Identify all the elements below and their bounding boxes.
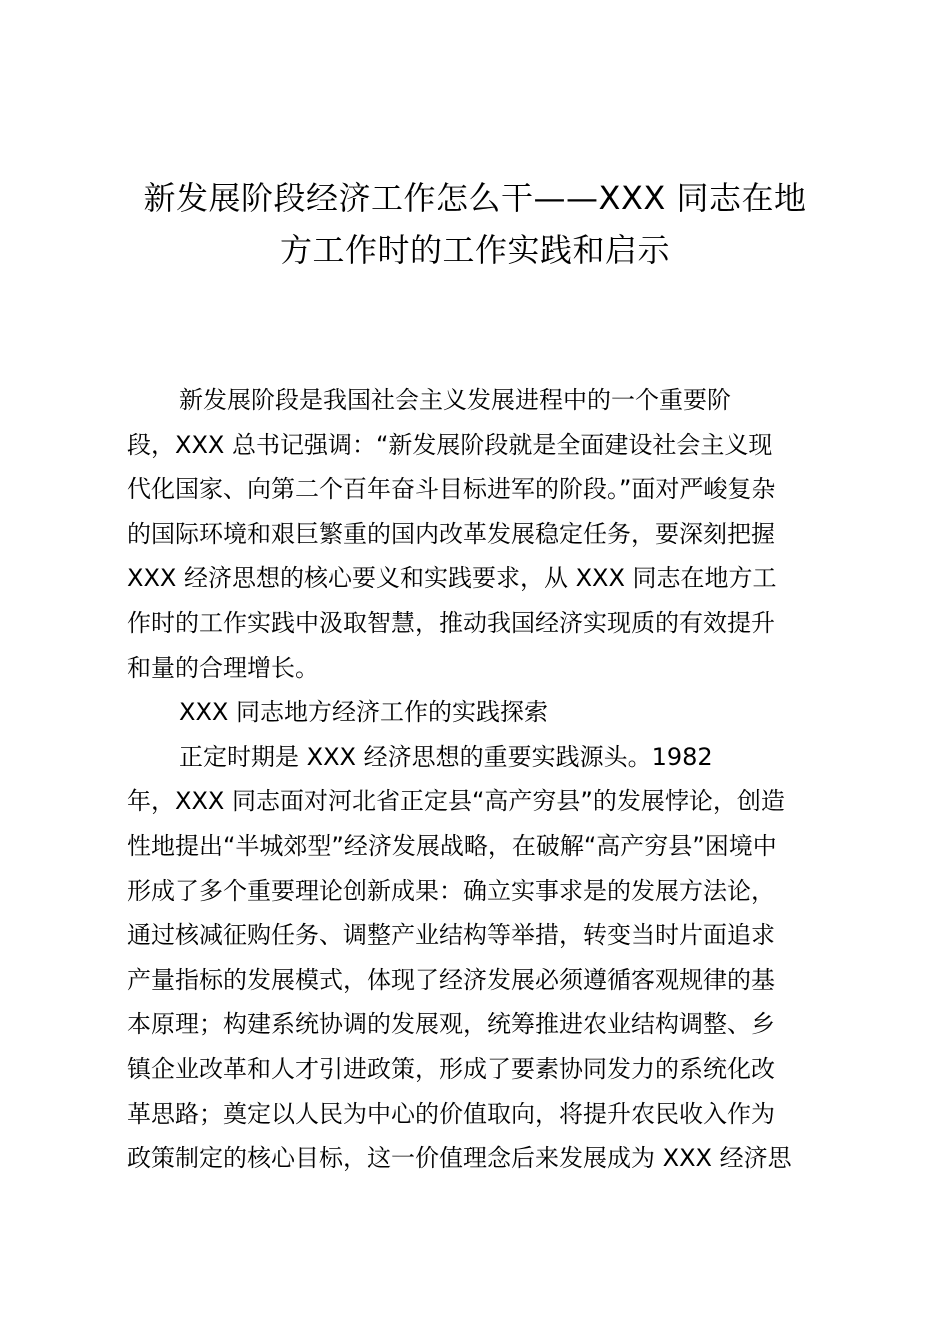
paragraph-intro xyxy=(127,378,827,690)
text-line: 新发展阶段是我国社会主义发展进程中的一个重要阶 xyxy=(179,386,731,414)
text-line: 政策制定的核心目标，这一价值理念后来发展成为 XXX 经济思 xyxy=(127,1144,792,1173)
document-title xyxy=(110,172,840,276)
title-line: 方工作时的工作实践和启示 xyxy=(279,231,670,269)
text-line: 和量的合理增长。 xyxy=(127,653,319,682)
text-line: 本原理；构建系统协调的发展观，统筹推进农业结构调整、乡 xyxy=(127,1010,775,1039)
text-line: 作时的工作实践中汲取智慧，推动我国经济实现质的有效提升 xyxy=(127,608,775,637)
text-line: 正定时期是 XXX 经济思想的重要实践源头。1982 xyxy=(179,742,713,771)
text-line: 代化国家、向第二个百年奋斗目标进军的阶段。”面对严峻复杂 xyxy=(127,475,776,504)
title-line: 新发展阶段经济工作怎么干——XXX 同志在地 xyxy=(143,179,807,217)
text-line: XXX 经济思想的核心要义和实践要求，从 XXX 同志在地方工 xyxy=(127,564,777,593)
text-line: 产量指标的发展模式，体现了经济发展必须遵循客观规律的基 xyxy=(127,965,775,994)
section-heading xyxy=(127,690,827,735)
text-line: 年，XXX 同志面对河北省正定县“高产穷县”的发展悖论，创造 xyxy=(127,787,785,816)
text-line: 性地提出“半城郊型”经济发展战略，在破解“高产穷县”困境中 xyxy=(127,831,777,860)
text-line: 段，XXX 总书记强调：“新发展阶段就是全面建设社会主义现 xyxy=(127,430,773,459)
text-line: 形成了多个重要理论创新成果：确立实事求是的发展方法论， xyxy=(127,876,775,905)
paragraph-zhengding xyxy=(127,735,827,1181)
section-heading-text: XXX 同志地方经济工作的实践探索 xyxy=(179,698,548,727)
text-line: 的国际环境和艰巨繁重的国内改革发展稳定任务，要深刻把握 xyxy=(127,519,775,548)
text-line: 革思路；奠定以人民为中心的价值取向，将提升农民收入作为 xyxy=(127,1099,775,1128)
text-line: 通过核减征购任务、调整产业结构等举措，转变当时片面追求 xyxy=(127,921,775,950)
document-body xyxy=(127,378,827,1181)
text-line: 镇企业改革和人才引进政策，形成了要素协同发力的系统化改 xyxy=(127,1054,775,1083)
